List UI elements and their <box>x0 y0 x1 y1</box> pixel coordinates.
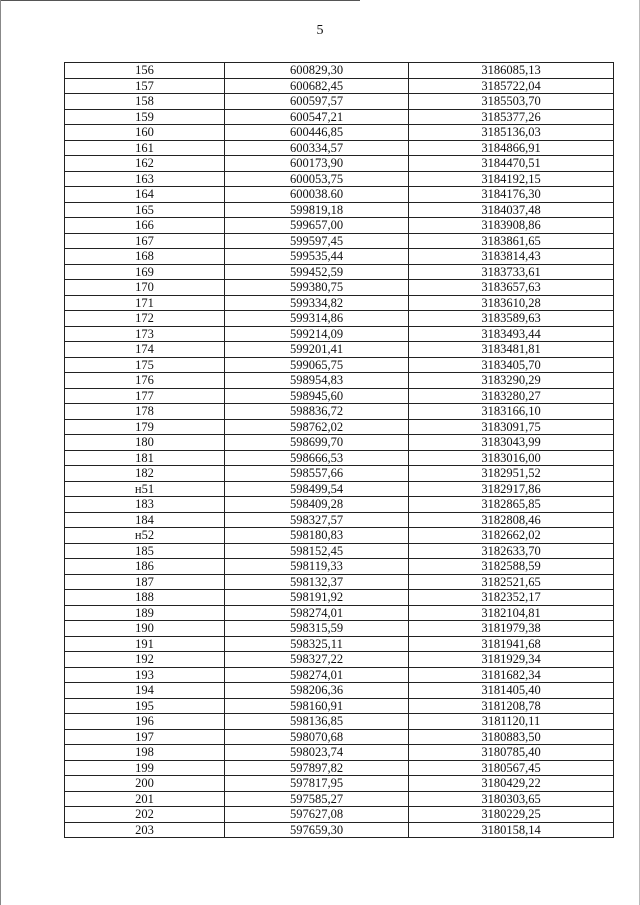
x-coordinate-cell: 599597,45 <box>225 233 409 249</box>
y-coordinate-cell: 3181979,38 <box>409 621 614 637</box>
point-number-cell: 175 <box>65 357 225 373</box>
x-coordinate-cell: 599535,44 <box>225 249 409 265</box>
point-number-cell: 185 <box>65 543 225 559</box>
y-coordinate-cell: 3180785,40 <box>409 745 614 761</box>
x-coordinate-cell: 600829,30 <box>225 63 409 79</box>
point-number-cell: 158 <box>65 94 225 110</box>
table-row <box>65 543 614 559</box>
table-row <box>65 512 614 528</box>
table-row <box>65 264 614 280</box>
y-coordinate-cell: 3183610,28 <box>409 295 614 311</box>
table-row <box>65 528 614 544</box>
point-number-cell: н51 <box>65 481 225 497</box>
x-coordinate-cell: 598152,45 <box>225 543 409 559</box>
y-coordinate-cell: 3183481,81 <box>409 342 614 358</box>
table-row <box>65 435 614 451</box>
table-row <box>65 466 614 482</box>
y-coordinate-cell: 3181405,40 <box>409 683 614 699</box>
x-coordinate-cell: 598945,60 <box>225 388 409 404</box>
table-row <box>65 187 614 203</box>
y-coordinate-cell: 3180229,25 <box>409 807 614 823</box>
point-number-cell: 161 <box>65 140 225 156</box>
table-row <box>65 94 614 110</box>
table-row <box>65 404 614 420</box>
y-coordinate-cell: 3183493,44 <box>409 326 614 342</box>
y-coordinate-cell: 3182865,85 <box>409 497 614 513</box>
table-row <box>65 605 614 621</box>
x-coordinate-cell: 600334,57 <box>225 140 409 156</box>
point-number-cell: 186 <box>65 559 225 575</box>
table-row <box>65 481 614 497</box>
x-coordinate-cell: 598315,59 <box>225 621 409 637</box>
y-coordinate-cell: 3183908,86 <box>409 218 614 234</box>
table-row <box>65 652 614 668</box>
y-coordinate-cell: 3182662,02 <box>409 528 614 544</box>
y-coordinate-cell: 3183166,10 <box>409 404 614 420</box>
coordinates-table-body <box>65 63 614 838</box>
y-coordinate-cell: 3184470,51 <box>409 156 614 172</box>
table-row <box>65 621 614 637</box>
table-row <box>65 714 614 730</box>
point-number-cell: 187 <box>65 574 225 590</box>
x-coordinate-cell: 597897,82 <box>225 760 409 776</box>
point-number-cell: 190 <box>65 621 225 637</box>
x-coordinate-cell: 600547,21 <box>225 109 409 125</box>
point-number-cell: 179 <box>65 419 225 435</box>
point-number-cell: 192 <box>65 652 225 668</box>
table-row <box>65 342 614 358</box>
x-coordinate-cell: 598132,37 <box>225 574 409 590</box>
table-row <box>65 698 614 714</box>
point-number-cell: 170 <box>65 280 225 296</box>
x-coordinate-cell: 598023,74 <box>225 745 409 761</box>
x-coordinate-cell: 598325,11 <box>225 636 409 652</box>
table-row <box>65 171 614 187</box>
point-number-cell: 165 <box>65 202 225 218</box>
x-coordinate-cell: 599452,59 <box>225 264 409 280</box>
x-coordinate-cell: 597817,95 <box>225 776 409 792</box>
table-row <box>65 311 614 327</box>
table-row <box>65 760 614 776</box>
x-coordinate-cell: 599214,09 <box>225 326 409 342</box>
point-number-cell: 169 <box>65 264 225 280</box>
x-coordinate-cell: 599819,18 <box>225 202 409 218</box>
point-number-cell: 198 <box>65 745 225 761</box>
table-row <box>65 776 614 792</box>
table-row <box>65 559 614 575</box>
point-number-cell: 176 <box>65 373 225 389</box>
x-coordinate-cell: 598070,68 <box>225 729 409 745</box>
point-number-cell: 168 <box>65 249 225 265</box>
table-row <box>65 218 614 234</box>
y-coordinate-cell: 3183091,75 <box>409 419 614 435</box>
x-coordinate-cell: 598191,92 <box>225 590 409 606</box>
point-number-cell: 182 <box>65 466 225 482</box>
x-coordinate-cell: 599314,86 <box>225 311 409 327</box>
point-number-cell: 172 <box>65 311 225 327</box>
table-row <box>65 450 614 466</box>
y-coordinate-cell: 3184037,48 <box>409 202 614 218</box>
table-row <box>65 419 614 435</box>
y-coordinate-cell: 3186085,13 <box>409 63 614 79</box>
point-number-cell: 201 <box>65 791 225 807</box>
y-coordinate-cell: 3181929,34 <box>409 652 614 668</box>
table-row <box>65 295 614 311</box>
point-number-cell: 184 <box>65 512 225 528</box>
x-coordinate-cell: 598136,85 <box>225 714 409 730</box>
table-row <box>65 388 614 404</box>
scan-edge-top <box>0 0 360 1</box>
point-number-cell: 202 <box>65 807 225 823</box>
table-row <box>65 373 614 389</box>
point-number-cell: 196 <box>65 714 225 730</box>
x-coordinate-cell: 598836,72 <box>225 404 409 420</box>
y-coordinate-cell: 3181941,68 <box>409 636 614 652</box>
y-coordinate-cell: 3181208,78 <box>409 698 614 714</box>
table-row <box>65 249 614 265</box>
x-coordinate-cell: 600682,45 <box>225 78 409 94</box>
point-number-cell: 171 <box>65 295 225 311</box>
y-coordinate-cell: 3180303,65 <box>409 791 614 807</box>
table-row <box>65 156 614 172</box>
y-coordinate-cell: 3185136,03 <box>409 125 614 141</box>
table-row <box>65 590 614 606</box>
point-number-cell: 160 <box>65 125 225 141</box>
point-number-cell: 166 <box>65 218 225 234</box>
point-number-cell: 181 <box>65 450 225 466</box>
x-coordinate-cell: 600053,75 <box>225 171 409 187</box>
point-number-cell: 191 <box>65 636 225 652</box>
x-coordinate-cell: 598762,02 <box>225 419 409 435</box>
table-row <box>65 683 614 699</box>
point-number-cell: 157 <box>65 78 225 94</box>
table-row <box>65 636 614 652</box>
y-coordinate-cell: 3184176,30 <box>409 187 614 203</box>
point-number-cell: 174 <box>65 342 225 358</box>
x-coordinate-cell: 598206,36 <box>225 683 409 699</box>
table-row <box>65 745 614 761</box>
x-coordinate-cell: 598180,83 <box>225 528 409 544</box>
point-number-cell: 197 <box>65 729 225 745</box>
point-number-cell: 177 <box>65 388 225 404</box>
point-number-cell: н52 <box>65 528 225 544</box>
x-coordinate-cell: 600038.60 <box>225 187 409 203</box>
page-number: 5 <box>316 23 324 38</box>
point-number-cell: 162 <box>65 156 225 172</box>
x-coordinate-cell: 598327,57 <box>225 512 409 528</box>
point-number-cell: 200 <box>65 776 225 792</box>
y-coordinate-cell: 3183016,00 <box>409 450 614 466</box>
x-coordinate-cell: 597659,30 <box>225 822 409 838</box>
y-coordinate-cell: 3182588,59 <box>409 559 614 575</box>
y-coordinate-cell: 3181682,34 <box>409 667 614 683</box>
y-coordinate-cell: 3182808,46 <box>409 512 614 528</box>
point-number-cell: 194 <box>65 683 225 699</box>
point-number-cell: 193 <box>65 667 225 683</box>
point-number-cell: 188 <box>65 590 225 606</box>
y-coordinate-cell: 3182633,70 <box>409 543 614 559</box>
x-coordinate-cell: 600597,57 <box>225 94 409 110</box>
x-coordinate-cell: 597585,27 <box>225 791 409 807</box>
y-coordinate-cell: 3180158,14 <box>409 822 614 838</box>
table-row <box>65 807 614 823</box>
x-coordinate-cell: 600446,85 <box>225 125 409 141</box>
point-number-cell: 195 <box>65 698 225 714</box>
table-row <box>65 78 614 94</box>
y-coordinate-cell: 3183589,63 <box>409 311 614 327</box>
y-coordinate-cell: 3185503,70 <box>409 94 614 110</box>
x-coordinate-cell: 598327,22 <box>225 652 409 668</box>
point-number-cell: 163 <box>65 171 225 187</box>
table-row <box>65 233 614 249</box>
y-coordinate-cell: 3180429,22 <box>409 776 614 792</box>
x-coordinate-cell: 598499,54 <box>225 481 409 497</box>
x-coordinate-cell: 600173,90 <box>225 156 409 172</box>
x-coordinate-cell: 598954,83 <box>225 373 409 389</box>
table-row <box>65 280 614 296</box>
coordinates-table <box>64 62 614 838</box>
table-row <box>65 791 614 807</box>
x-coordinate-cell: 598274,01 <box>225 605 409 621</box>
scan-edge-left <box>0 0 1 905</box>
x-coordinate-cell: 597627,08 <box>225 807 409 823</box>
y-coordinate-cell: 3182352,17 <box>409 590 614 606</box>
point-number-cell: 199 <box>65 760 225 776</box>
y-coordinate-cell: 3182917,86 <box>409 481 614 497</box>
point-number-cell: 180 <box>65 435 225 451</box>
point-number-cell: 164 <box>65 187 225 203</box>
table-row <box>65 202 614 218</box>
x-coordinate-cell: 598666,53 <box>225 450 409 466</box>
y-coordinate-cell: 3185722,04 <box>409 78 614 94</box>
point-number-cell: 183 <box>65 497 225 513</box>
y-coordinate-cell: 3182104,81 <box>409 605 614 621</box>
y-coordinate-cell: 3184192,15 <box>409 171 614 187</box>
y-coordinate-cell: 3182521,65 <box>409 574 614 590</box>
table-row <box>65 497 614 513</box>
x-coordinate-cell: 599657,00 <box>225 218 409 234</box>
y-coordinate-cell: 3185377,26 <box>409 109 614 125</box>
y-coordinate-cell: 3183290,29 <box>409 373 614 389</box>
point-number-cell: 178 <box>65 404 225 420</box>
y-coordinate-cell: 3181120,11 <box>409 714 614 730</box>
table-row <box>65 326 614 342</box>
x-coordinate-cell: 599380,75 <box>225 280 409 296</box>
point-number-cell: 159 <box>65 109 225 125</box>
x-coordinate-cell: 598699,70 <box>225 435 409 451</box>
y-coordinate-cell: 3180567,45 <box>409 760 614 776</box>
x-coordinate-cell: 598119,33 <box>225 559 409 575</box>
y-coordinate-cell: 3183043,99 <box>409 435 614 451</box>
point-number-cell: 156 <box>65 63 225 79</box>
x-coordinate-cell: 598557,66 <box>225 466 409 482</box>
x-coordinate-cell: 598160,91 <box>225 698 409 714</box>
point-number-cell: 167 <box>65 233 225 249</box>
table-row <box>65 574 614 590</box>
table-row <box>65 822 614 838</box>
table-row <box>65 125 614 141</box>
table-row <box>65 357 614 373</box>
x-coordinate-cell: 599334,82 <box>225 295 409 311</box>
y-coordinate-cell: 3183814,43 <box>409 249 614 265</box>
y-coordinate-cell: 3183861,65 <box>409 233 614 249</box>
table-row <box>65 667 614 683</box>
y-coordinate-cell: 3183657,63 <box>409 280 614 296</box>
point-number-cell: 189 <box>65 605 225 621</box>
y-coordinate-cell: 3180883,50 <box>409 729 614 745</box>
x-coordinate-cell: 599065,75 <box>225 357 409 373</box>
y-coordinate-cell: 3182951,52 <box>409 466 614 482</box>
table-row <box>65 140 614 156</box>
point-number-cell: 173 <box>65 326 225 342</box>
x-coordinate-cell: 598409,28 <box>225 497 409 513</box>
point-number-cell: 203 <box>65 822 225 838</box>
table-row <box>65 729 614 745</box>
table-row <box>65 109 614 125</box>
y-coordinate-cell: 3183405,70 <box>409 357 614 373</box>
y-coordinate-cell: 3183733,61 <box>409 264 614 280</box>
x-coordinate-cell: 598274,01 <box>225 667 409 683</box>
y-coordinate-cell: 3184866,91 <box>409 140 614 156</box>
table-row <box>65 63 614 79</box>
x-coordinate-cell: 599201,41 <box>225 342 409 358</box>
y-coordinate-cell: 3183280,27 <box>409 388 614 404</box>
